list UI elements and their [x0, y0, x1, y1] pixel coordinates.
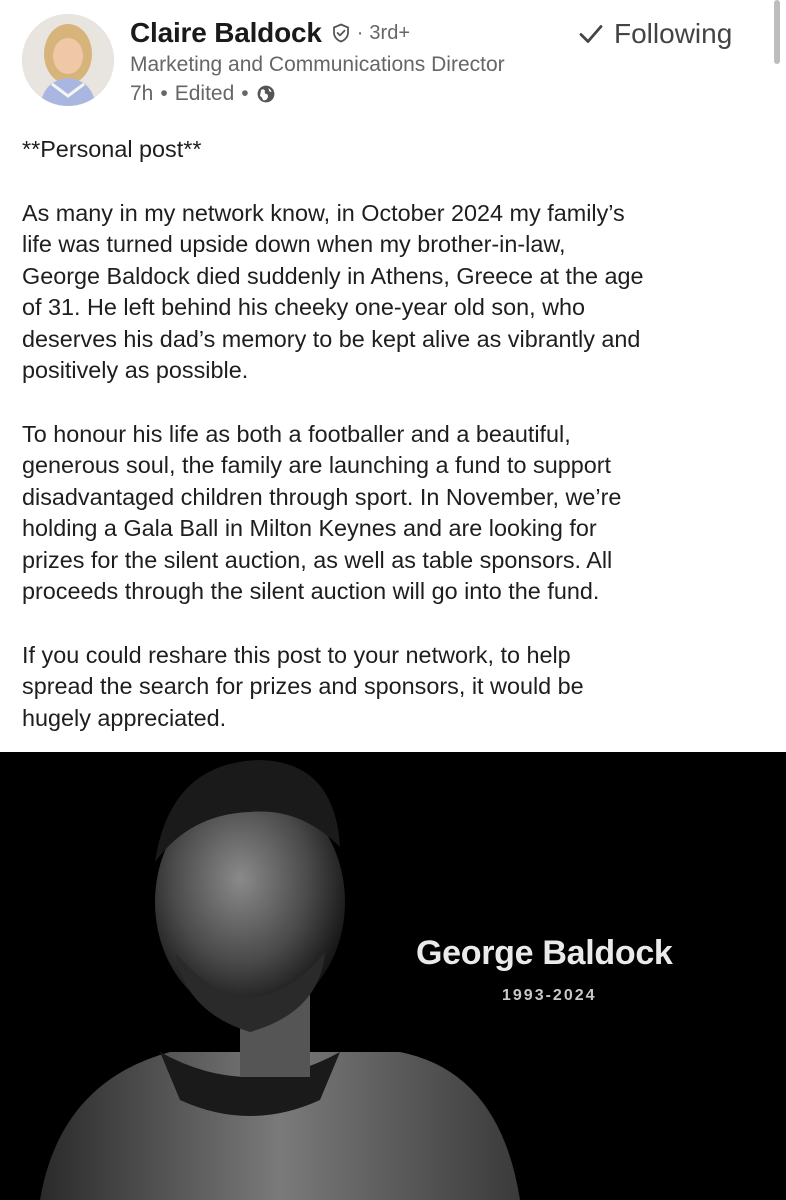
author-name[interactable]: Claire Baldock	[130, 17, 322, 48]
post-line: positively as possible.	[22, 357, 249, 383]
post-line: If you could reshare this post to your network, to help	[22, 641, 571, 668]
post-line: spread the search for prizes and sponsors, it would be	[22, 673, 584, 699]
post-line: disadvantaged children through sport. In November, we’re	[22, 483, 622, 510]
post-time: 7h	[130, 82, 154, 105]
author-headline: Marketing and Communications Director	[130, 53, 505, 76]
separator-dot: •	[241, 82, 249, 105]
memorial-years: 1993-2024	[502, 987, 597, 1004]
post-line: hugely appreciated.	[22, 704, 227, 731]
post-paragraph	[22, 134, 762, 166]
post-header	[0, 0, 786, 120]
scrollbar[interactable]	[774, 0, 780, 64]
separator-dot: •	[160, 82, 168, 105]
author-avatar[interactable]	[22, 14, 114, 106]
post-line: prizes for the silent auction, as well as table sponsors. All	[22, 546, 613, 573]
post-line: **Personal post**	[22, 136, 202, 162]
post-paragraph	[22, 198, 762, 387]
avatar-photo	[22, 14, 114, 106]
shield-check-icon	[331, 23, 351, 43]
post-paragraph	[22, 640, 762, 735]
following-button[interactable]	[578, 14, 732, 54]
memorial-name: George Baldock	[416, 934, 673, 972]
globe-icon	[256, 84, 276, 104]
post-line: life was turned upside down when my brother-in-law,	[22, 231, 566, 257]
post-line: of 31. He left behind his cheeky one-year old son, who	[22, 294, 586, 320]
memorial-portrait	[0, 752, 786, 1200]
post-paragraph	[22, 419, 762, 608]
post-line: George Baldock died suddenly in Athens, Greece at the age	[22, 262, 644, 289]
post-image[interactable]	[0, 752, 786, 1200]
post-line: generous soul, the family are launching a fund to support	[22, 452, 612, 478]
post-line: holding a Gala Ball in Milton Keynes and are looking for	[22, 515, 597, 541]
connection-degree: 3rd+	[369, 21, 410, 44]
post-line: To honour his life as both a footballer and a beautiful,	[22, 420, 571, 447]
edited-label: Edited	[174, 82, 235, 105]
post-text	[22, 134, 762, 734]
separator-dot: ·	[356, 21, 364, 44]
post-line: deserves his dad’s memory to be kept alive as vibrantly and	[22, 325, 641, 352]
post-line: As many in my network know, in October 2024 my family’s	[22, 199, 625, 226]
post-meta	[130, 81, 276, 107]
post-line: proceeds through the silent auction will go into the fund.	[22, 578, 600, 604]
check-icon	[578, 21, 604, 47]
following-label: Following	[614, 18, 733, 49]
